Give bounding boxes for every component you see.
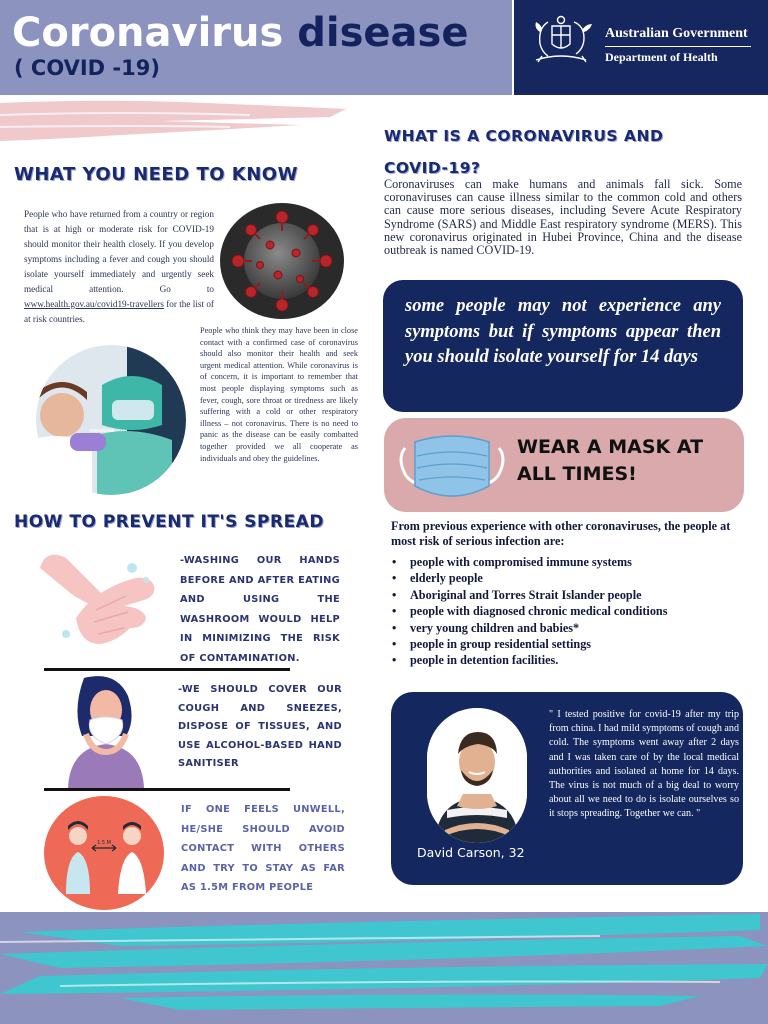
callout-text: some people may not experience any symptoms but if symptoms appear then you should isolate yourself for 14 days — [405, 296, 721, 367]
hand-washing-icon — [36, 548, 162, 658]
bullet: • — [392, 620, 397, 635]
testimonial-quote: " I tested positive for covid-19 after my trip from china. I had mild symptoms of cough and cold. The symptoms went away after 2 days and I was taken care of by the local medical authorities and isolated at home for 14 days. The virus is not much of a big deal to worry about all we need to do is isolate ourselves so it stops spreading. Together we can. " — [549, 709, 739, 820]
risk-intro: From previous experience with other coronaviruses, the people at most risk of serious infection are: — [391, 519, 731, 548]
bullet: • — [392, 587, 397, 602]
list-item — [392, 603, 744, 619]
bullet: • — [392, 653, 397, 668]
prevent-tip-distance: IF ONE FEELS UNWELL, HE/SHE SHOULD AVOID CONTACT WITH OTHERS AND TRY TO STAY AS FAR AS 1.5M FROM PEOPLE — [181, 804, 345, 893]
section-heading-what-is — [384, 120, 663, 184]
what-is-paragraph: Coronaviruses can make humans and animals fall sick. Some coronaviruses can cause illness similar to the common cold and others can cause more serious diseases, including Severe Acute Respiratory Syndrome (SARS) and Middle East respiratory syndrome (MERS). This new coronavirus originated in Hubei Province, China and the disease outbreak is named COVID-19. — [384, 177, 742, 258]
list-item-text: elderly people — [410, 571, 483, 586]
list-item-text: people in detention facilities. — [410, 653, 559, 668]
paragraph-text: for the list of at risk countries. — [24, 299, 214, 324]
woman-sneezing-icon — [60, 674, 152, 788]
page-title — [12, 8, 468, 58]
list-item — [392, 636, 744, 652]
title-word-coronavirus: Coronavirus — [12, 10, 284, 56]
coat-of-arms-icon — [522, 12, 600, 68]
department-name: Department of Health — [605, 50, 718, 64]
bullet: • — [392, 637, 397, 652]
list-item-text: people with diagnosed chronic medical conditions — [410, 604, 668, 619]
list-item-text: Aboriginal and Torres Strait Islander people — [410, 587, 642, 602]
risk-list — [392, 554, 744, 669]
divider — [44, 788, 290, 791]
list-item-text: people in group residential settings — [410, 637, 592, 652]
heading-line-2: COVID-19? — [384, 159, 481, 177]
pink-brush-stroke — [0, 97, 350, 145]
social-distance-icon — [44, 796, 164, 910]
distance-label: 1.5 M — [97, 840, 111, 846]
isolation-callout — [383, 280, 743, 412]
footer-brush-stroke — [0, 912, 768, 1024]
page-subtitle: ( COVID -19) — [14, 56, 160, 80]
travellers-link[interactable]: www.health.gov.au/covid19-travellers — [24, 299, 164, 309]
section-heading-need-to-know: WHAT YOU NEED TO KNOW — [14, 164, 298, 185]
wear-mask-text: WEAR A MASK AT ALL TIMES! — [517, 436, 704, 485]
list-item — [392, 570, 744, 586]
list-item — [392, 587, 744, 603]
bullet: • — [392, 555, 397, 569]
paragraph-text: People who have returned from a country or region that is at high or moderate risk for COVID-19 should monitor their health closely. If you develop symptoms including a fever and cough you should isolate yourself immediately and urgently seek medical attention. Go to — [24, 209, 214, 294]
face-mask-icon — [397, 428, 507, 504]
coronavirus-image — [220, 203, 344, 319]
bullet: • — [392, 571, 397, 586]
avatar — [427, 708, 527, 843]
need-to-know-paragraph-2: People who think they may have been in close contact with a confirmed case of coronavirus should also monitor their health and seek urgent medical attention. While coronavirus is of concern, it is important to remember that most people displaying symptoms such as fever, cough, sore throat or tiredness are likely suffering with a cold or other respiratory illness – not coronavirus. There is no need to panic as the disease can be easily combatted together provided we all cooperate as individuals and obey the guidelines. — [200, 326, 358, 463]
doctor-testing-image — [32, 345, 190, 495]
title-word-disease: disease — [297, 10, 469, 56]
need-to-know-paragraph-1 — [24, 207, 214, 327]
list-item-text: people with compromised immune systems — [410, 555, 632, 569]
list-item-text: very young children and babies* — [410, 620, 580, 635]
divider — [44, 668, 290, 671]
bullet: • — [392, 604, 397, 619]
heading-line-1: WHAT IS A CORONAVIRUS AND — [384, 127, 664, 145]
prevent-tip-cover-cough: -WE SHOULD COVER OUR COUGH AND SNEEZES, DISPOSE OF TISSUES, AND USE ALCOHOL-BASED HAND SANITISER — [178, 684, 342, 769]
list-item — [392, 652, 744, 668]
government-name: Australian Government — [605, 26, 751, 47]
section-heading-prevent: HOW TO PREVENT IT'S SPREAD — [14, 512, 324, 532]
list-item — [392, 620, 744, 636]
prevent-tip-hand-washing: -WASHING OUR HANDS BEFORE AND AFTER EATING AND USING THE WASHROOM WOULD HELP IN MINIMIZING THE RISK OF CONTAMINATION. — [180, 555, 340, 664]
testimonial-name: David Carson, 32 — [417, 845, 525, 860]
list-item — [392, 554, 744, 570]
